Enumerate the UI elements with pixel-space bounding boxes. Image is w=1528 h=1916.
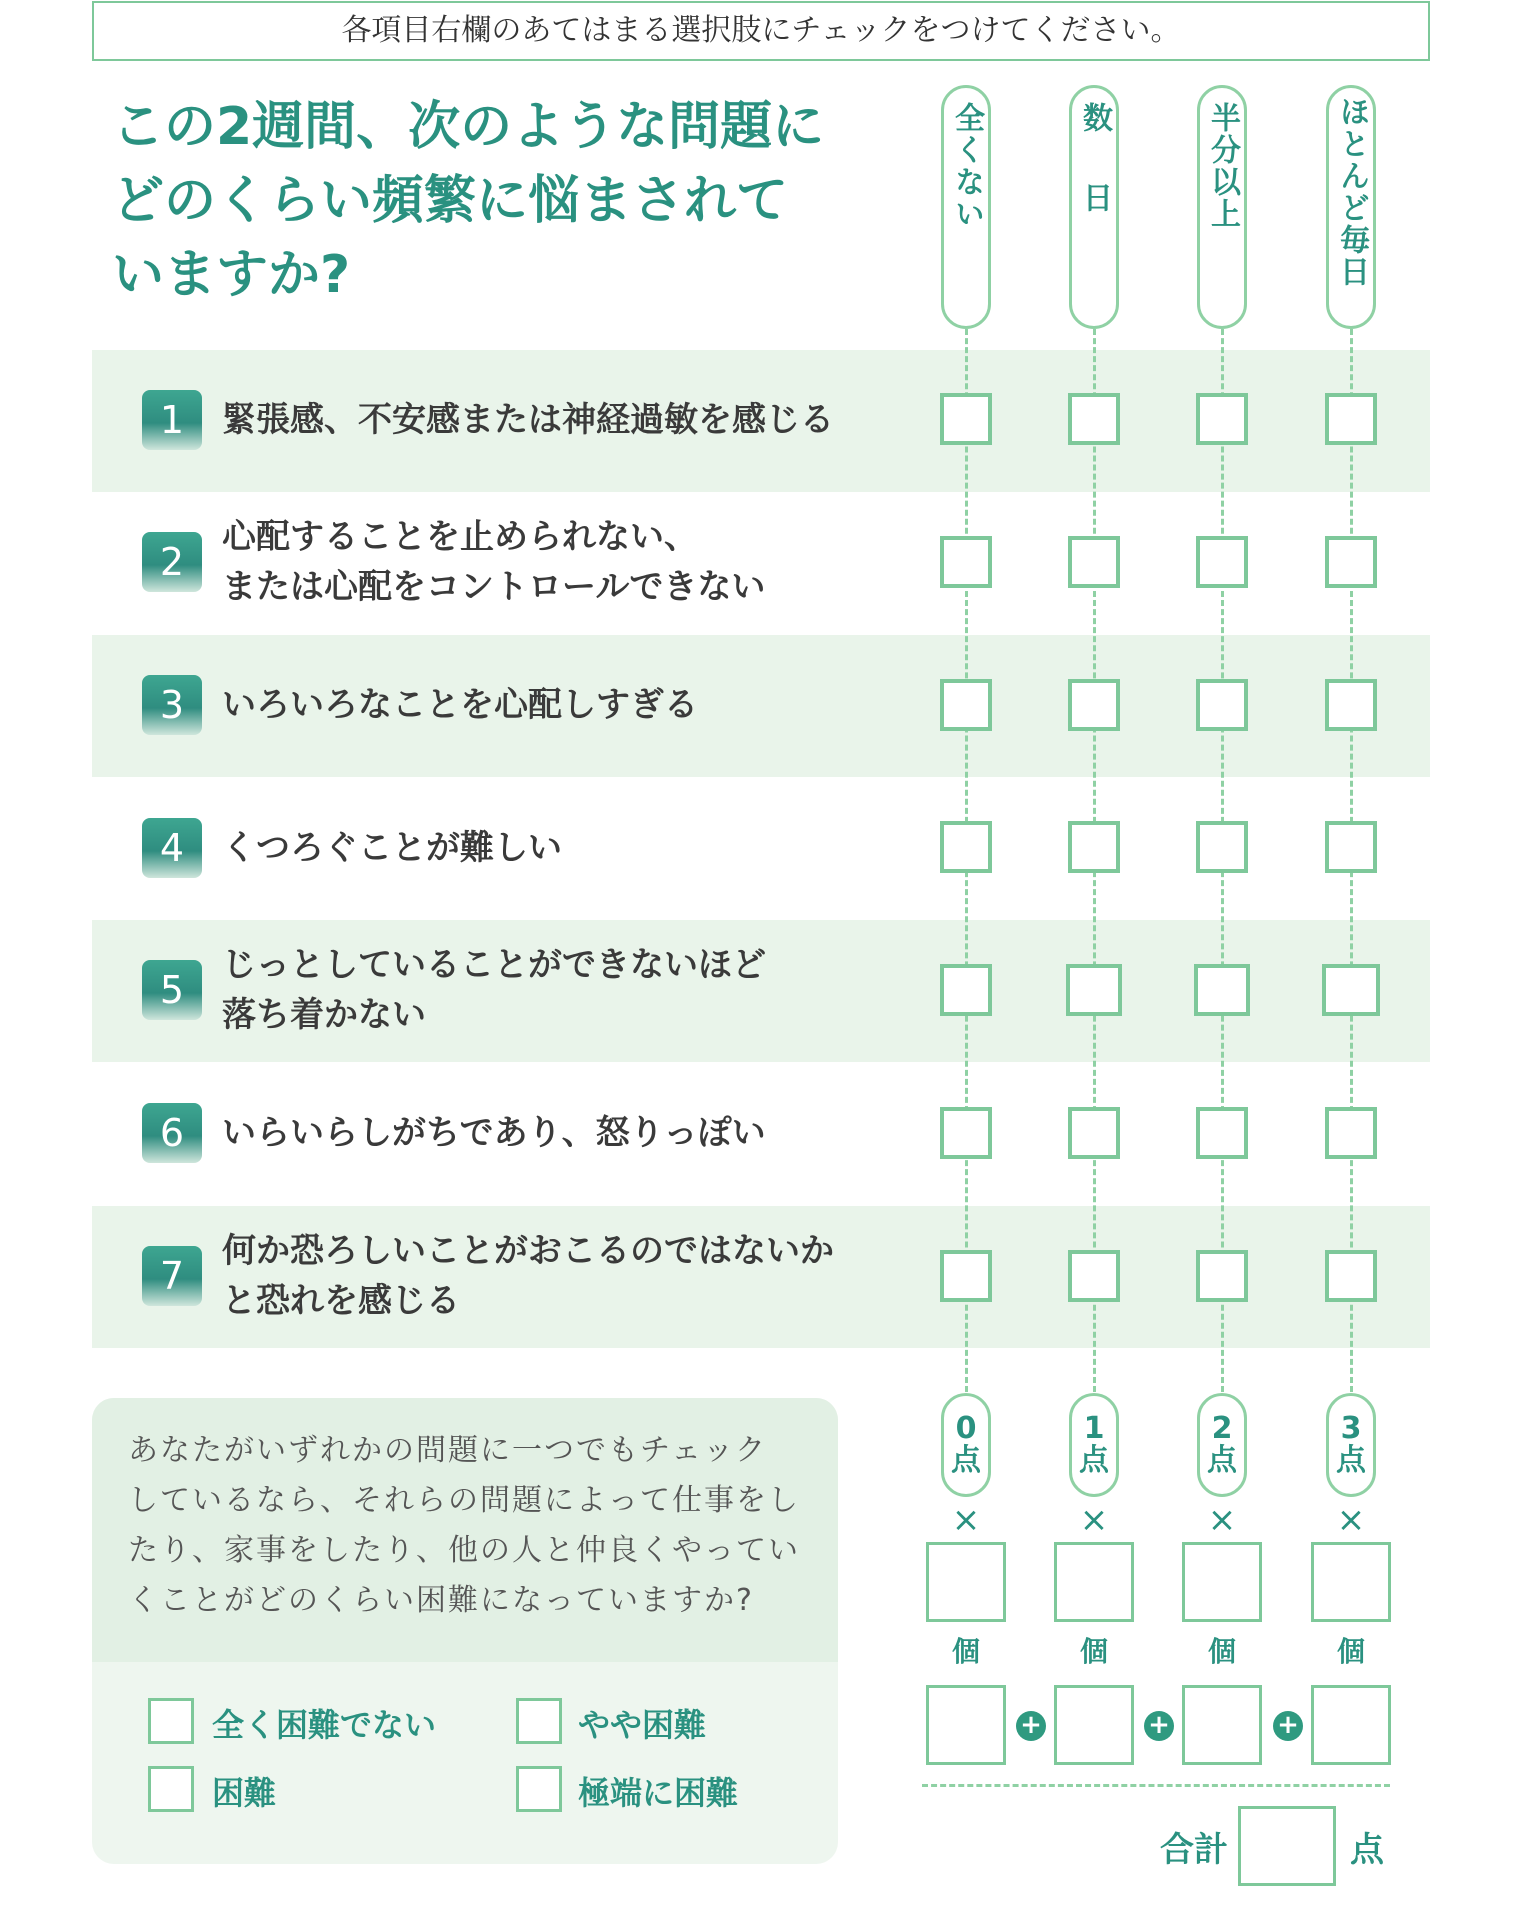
difficulty-option-label: 困難	[212, 1774, 277, 1812]
answer-checkbox[interactable]	[940, 964, 992, 1016]
difficulty-option-checkbox[interactable]	[516, 1766, 562, 1812]
title-line: いますか?	[112, 245, 351, 305]
answer-checkbox[interactable]	[1196, 536, 1248, 588]
total-label: 合計	[1160, 1830, 1228, 1870]
answer-checkbox[interactable]	[1325, 1250, 1377, 1302]
count-input-box[interactable]	[1311, 1542, 1391, 1622]
question-line: いらいらしがちであり、怒りっぽい	[222, 1113, 766, 1153]
question-number-badge: 2	[142, 532, 202, 592]
question-text	[222, 823, 902, 873]
score-pill-3	[1326, 1393, 1376, 1497]
question-text	[222, 680, 902, 730]
question-line: と恐れを感じる	[222, 1281, 460, 1321]
score-unit: 点	[951, 1443, 981, 1478]
difficulty-option-label: 極端に困難	[578, 1774, 739, 1812]
column-header-several-days	[1069, 85, 1119, 329]
answer-checkbox[interactable]	[940, 536, 992, 588]
score-unit: 点	[1079, 1443, 1109, 1478]
difficulty-panel	[92, 1398, 838, 1864]
answer-checkbox[interactable]	[1196, 821, 1248, 873]
title-line: この2週間、次のような問題に	[112, 97, 825, 157]
score-pill-2	[1197, 1393, 1247, 1497]
difficulty-question-line: くことがどのくらい困難になっていますか?	[128, 1583, 754, 1618]
answer-checkbox[interactable]	[1325, 393, 1377, 445]
column-header-label: ほとんど毎日	[1334, 96, 1369, 288]
page-title	[112, 90, 912, 312]
question-text	[222, 512, 902, 612]
question-number-badge: 3	[142, 675, 202, 735]
answer-checkbox[interactable]	[940, 821, 992, 873]
count-unit-label: 個	[1207, 1635, 1236, 1668]
answer-checkbox[interactable]	[1068, 536, 1120, 588]
plus-icon: +	[1273, 1711, 1303, 1741]
count-unit-label: 個	[1079, 1635, 1108, 1668]
question-text	[222, 1108, 902, 1158]
difficulty-question-line: あなたがいずれかの問題に一つでもチェック	[128, 1433, 768, 1468]
question-line: くつろぐことが難しい	[222, 828, 562, 868]
multiply-sign: ×	[951, 1500, 981, 1540]
answer-checkbox[interactable]	[1325, 1107, 1377, 1159]
title-line: どのくらい頻繁に悩まされて	[112, 171, 789, 231]
question-number-badge: 6	[142, 1103, 202, 1163]
answer-checkbox[interactable]	[1322, 964, 1380, 1016]
multiply-sign: ×	[1336, 1500, 1366, 1540]
column-header-label: 半分以上	[1205, 102, 1240, 230]
column-header-label: 数日	[1077, 102, 1112, 262]
multiply-sign: ×	[1207, 1500, 1237, 1540]
question-number-badge: 4	[142, 818, 202, 878]
question-line: じっとしていることができないほど	[222, 945, 766, 985]
count-unit-label: 個	[951, 1635, 980, 1668]
question-text	[222, 395, 902, 445]
answer-checkbox[interactable]	[1196, 1250, 1248, 1302]
difficulty-question-line: たり、家事をしたり、他の人と仲良くやってい	[128, 1533, 800, 1568]
answer-checkbox[interactable]	[940, 1107, 992, 1159]
question-text	[222, 940, 902, 1040]
difficulty-question	[128, 1426, 818, 1626]
question-line: 何か恐ろしいことがおこるのではないか	[222, 1231, 834, 1271]
question-number-badge: 1	[142, 390, 202, 450]
answer-checkbox[interactable]	[1325, 821, 1377, 873]
count-input-box[interactable]	[1054, 1542, 1134, 1622]
subtotal-input-box[interactable]	[1182, 1685, 1262, 1765]
score-number: 0	[955, 1411, 977, 1446]
answer-checkbox[interactable]	[1068, 1107, 1120, 1159]
question-line: 落ち着かない	[222, 995, 426, 1035]
question-line: 緊張感、不安感または神経過敏を感じる	[222, 400, 834, 440]
answer-checkbox[interactable]	[1066, 964, 1122, 1016]
score-pill-1	[1069, 1393, 1119, 1497]
question-line: いろいろなことを心配しすぎる	[222, 685, 698, 725]
answer-checkbox[interactable]	[1068, 679, 1120, 731]
question-text	[222, 1226, 902, 1326]
answer-checkbox[interactable]	[1068, 393, 1120, 445]
multiply-sign: ×	[1079, 1500, 1109, 1540]
difficulty-option-checkbox[interactable]	[148, 1698, 194, 1744]
count-input-box[interactable]	[1182, 1542, 1262, 1622]
question-line: 心配することを止められない、	[222, 517, 698, 557]
total-unit: 点	[1350, 1830, 1384, 1870]
count-input-box[interactable]	[926, 1542, 1006, 1622]
score-number: 3	[1340, 1411, 1362, 1446]
total-divider	[922, 1784, 1390, 1787]
difficulty-option-label: 全く困難でない	[212, 1706, 437, 1744]
difficulty-option-checkbox[interactable]	[148, 1766, 194, 1812]
answer-checkbox[interactable]	[1325, 679, 1377, 731]
score-unit: 点	[1207, 1443, 1237, 1478]
column-header-more-than-half	[1197, 85, 1247, 329]
instruction-banner: 各項目右欄のあてはまる選択肢にチェックをつけてください。	[92, 1, 1430, 61]
question-line: または心配をコントロールできない	[222, 567, 766, 607]
score-unit: 点	[1336, 1443, 1366, 1478]
count-unit-label: 個	[1336, 1635, 1365, 1668]
answer-checkbox[interactable]	[1196, 679, 1248, 731]
answer-checkbox[interactable]	[1196, 1107, 1248, 1159]
plus-icon: +	[1016, 1711, 1046, 1741]
plus-icon: +	[1144, 1711, 1174, 1741]
answer-checkbox[interactable]	[1068, 821, 1120, 873]
answer-checkbox[interactable]	[940, 1250, 992, 1302]
answer-checkbox[interactable]	[1196, 393, 1248, 445]
question-number-badge: 5	[142, 960, 202, 1020]
difficulty-question-line: しているなら、それらの問題によって仕事をし	[128, 1483, 800, 1518]
column-header-nearly-every-day	[1326, 85, 1376, 329]
score-pill-0	[941, 1393, 991, 1497]
score-number: 1	[1083, 1411, 1105, 1446]
subtotal-input-box[interactable]	[926, 1685, 1006, 1765]
answer-checkbox[interactable]	[1068, 1250, 1120, 1302]
subtotal-input-box[interactable]	[1311, 1685, 1391, 1765]
answer-checkbox[interactable]	[940, 393, 992, 445]
difficulty-option-label: やや困難	[578, 1706, 707, 1744]
answer-checkbox[interactable]	[940, 679, 992, 731]
question-number-badge: 7	[142, 1246, 202, 1306]
difficulty-option-checkbox[interactable]	[516, 1698, 562, 1744]
subtotal-input-box[interactable]	[1054, 1685, 1134, 1765]
answer-checkbox[interactable]	[1194, 964, 1250, 1016]
column-header-label: 全くない	[949, 102, 984, 230]
column-header-not-at-all	[941, 85, 991, 329]
total-input-box[interactable]	[1238, 1806, 1336, 1886]
answer-checkbox[interactable]	[1325, 536, 1377, 588]
score-number: 2	[1211, 1411, 1233, 1446]
